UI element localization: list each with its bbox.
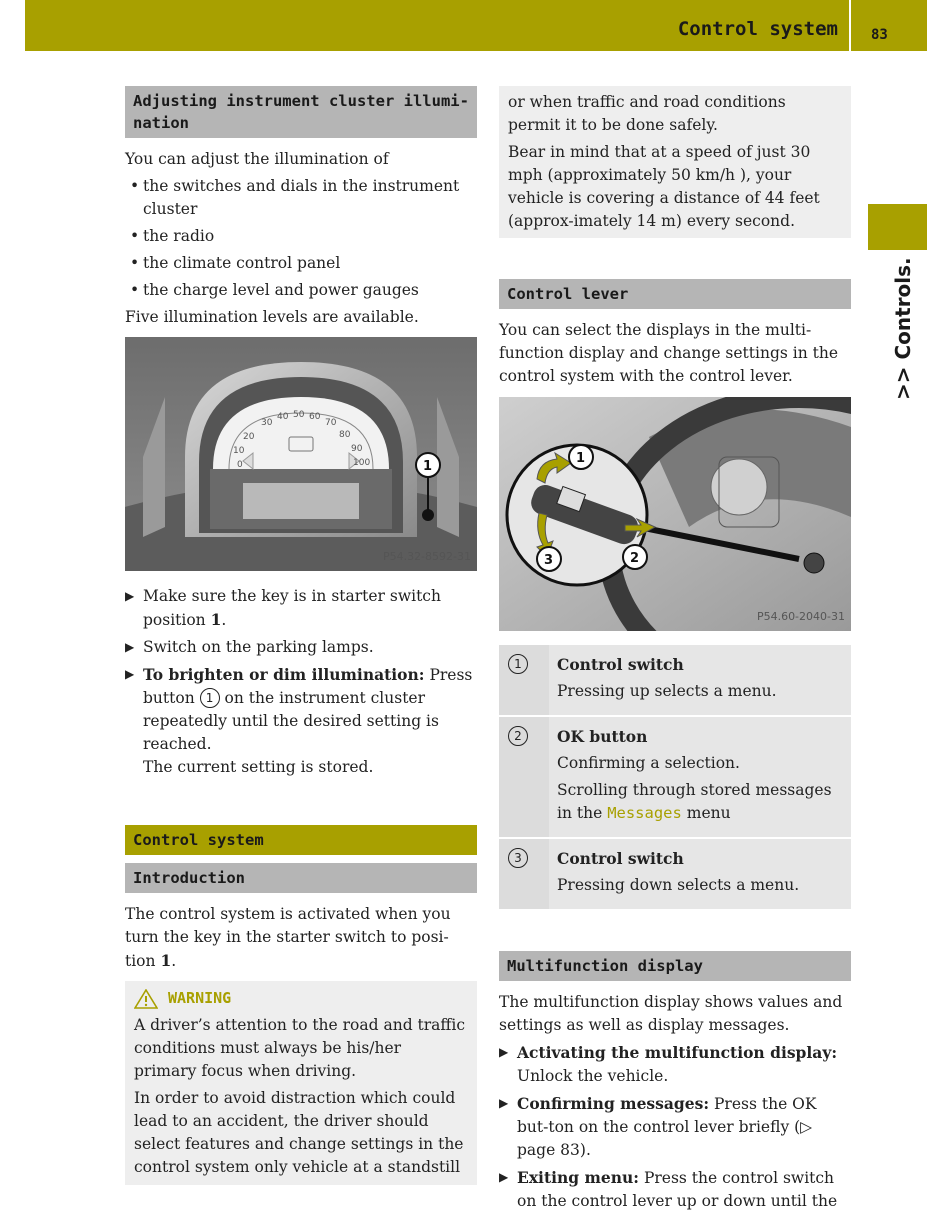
setting-stored-note: The current setting is stored. xyxy=(143,758,374,776)
gauge-tick: 40 xyxy=(277,412,289,422)
multifunction-intro: The multifunction display shows values and settings as well as display messages. xyxy=(499,993,843,1034)
step-key-position: ▶ Make sure the key is in starter switch position 1. xyxy=(125,587,441,629)
page-number: 83 xyxy=(871,27,888,43)
page-header-title: Control system xyxy=(677,18,838,40)
gauge-tick: 60 xyxy=(309,412,321,422)
gauge-tick: 90 xyxy=(351,444,363,454)
chapter-tab-marker xyxy=(868,204,927,250)
figure-code: P54.32-8592-31 xyxy=(382,550,471,563)
section-heading-introduction: Introduction xyxy=(125,863,477,893)
introduction-text: The control system is activated when you turn the key in the starter switch to posi-tion 1. xyxy=(125,905,451,970)
section-heading-illumination: Adjusting instrument cluster illumi-nation xyxy=(125,86,477,138)
right-column xyxy=(499,86,851,1213)
step-activate-display: ▶ Activating the multifunction display: Unlock the vehicle. xyxy=(499,1043,838,1085)
warning-triangle-icon xyxy=(134,989,158,1009)
step-arrow-icon: ▶ xyxy=(125,589,135,603)
section-heading-control-lever: Control lever xyxy=(499,279,851,309)
list-item: • the charge level and power gauges xyxy=(125,279,477,302)
gauge-tick: 0 xyxy=(237,460,243,470)
gauge-tick: 20 xyxy=(243,432,255,442)
illumination-levels: Five illumination levels are available. xyxy=(125,308,419,326)
legend-text: Pressing up selects a menu. xyxy=(557,682,777,700)
step-confirm-messages: ▶ Confirming messages: Press the OK but-ton on the control lever briefly (▷ page 83). xyxy=(499,1094,817,1159)
instrument-cluster-figure xyxy=(125,337,477,571)
gauge-tick: 80 xyxy=(339,430,351,440)
illumination-list xyxy=(125,175,477,302)
legend-title: Control switch xyxy=(557,849,684,868)
step-arrow-icon: ▶ xyxy=(499,1170,509,1184)
legend-title: OK button xyxy=(557,727,648,746)
list-item: • the switches and dials in the instrument cluster xyxy=(125,175,477,221)
legend-text: Pressing down selects a menu. xyxy=(557,876,800,894)
illumination-intro: You can adjust the illumination of xyxy=(125,150,389,168)
control-lever-intro: You can select the displays in the multi-function display and change settings in the control system with the control lever. xyxy=(499,321,839,385)
figure-code: P54.60-2040-31 xyxy=(756,610,845,623)
instrument-cluster-illustration xyxy=(125,337,477,571)
legend-row xyxy=(499,839,851,911)
callout-1: 1 xyxy=(576,451,586,466)
callout-1: 1 xyxy=(423,459,433,474)
callout-number-icon: 1 xyxy=(200,688,220,708)
callout-number-icon: 3 xyxy=(508,848,528,868)
legend-text: Scrolling through stored messages in the Messages menu xyxy=(557,781,832,822)
legend-row xyxy=(499,717,851,839)
callout-2: 2 xyxy=(630,551,640,566)
warning-label: WARNING xyxy=(168,989,232,1007)
header-divider xyxy=(849,0,851,51)
section-heading-multifunction-display: Multifunction display xyxy=(499,951,851,981)
callout-number-icon: 1 xyxy=(508,654,528,674)
chapter-tab-label xyxy=(866,257,915,402)
messages-menu-name: Messages xyxy=(607,804,682,822)
figure-legend xyxy=(499,645,851,911)
list-item: • the climate control panel xyxy=(125,252,477,275)
step-parking-lamps: ▶ Switch on the parking lamps. xyxy=(125,636,477,659)
chapter-tab-text: >> Controls. xyxy=(891,257,915,400)
gauge-tick: 70 xyxy=(325,418,337,428)
gauge-tick: 10 xyxy=(233,446,245,456)
step-arrow-icon: ▶ xyxy=(499,1045,509,1059)
left-column xyxy=(125,86,477,1185)
control-lever-figure xyxy=(499,397,851,631)
warning-box-continued xyxy=(499,86,851,238)
step-arrow-icon: ▶ xyxy=(125,667,135,681)
section-heading-control-system: Control system xyxy=(125,825,477,855)
step-exit-menu: ▶ Exiting menu: Press the control switch on the control lever up or down until the xyxy=(499,1168,838,1210)
warning-paragraph: A driver’s attention to the road and traffic conditions must always be his/her primary focus when driving. xyxy=(134,1016,466,1080)
control-lever-illustration xyxy=(499,397,851,631)
callout-3: 3 xyxy=(544,553,554,568)
legend-title: Control switch xyxy=(557,655,684,674)
gauge-tick: 30 xyxy=(261,418,273,428)
step-arrow-icon: ▶ xyxy=(499,1096,509,1110)
legend-row xyxy=(499,645,851,717)
warning-box xyxy=(125,981,477,1185)
step-arrow-icon: ▶ xyxy=(125,640,135,654)
warning-title xyxy=(134,987,468,1010)
legend-text: Confirming a selection. xyxy=(557,754,740,772)
gauge-tick: 100 xyxy=(353,458,371,468)
list-item: • the radio xyxy=(125,225,477,248)
step-brighten-dim: ▶ To brighten or dim illumination: Press button 1 on the instrument cluster repeatedly until the desired setting is reached. The current setting is stored. xyxy=(125,663,477,779)
warning-paragraph: or when traffic and road conditions permit it to be done safely. xyxy=(508,93,786,134)
warning-paragraph: In order to avoid distraction which could lead to an accident, the driver should select features and change settings in the control system only vehicle at a standstill xyxy=(134,1089,464,1176)
gauge-tick: 50 xyxy=(293,410,305,420)
warning-paragraph: Bear in mind that at a speed of just 30 mph (approximately 50 km/h ), your vehicle is covering a distance of 44 feet (approx-imately 14 m) every second. xyxy=(508,143,820,230)
callout-number-icon: 2 xyxy=(508,726,528,746)
